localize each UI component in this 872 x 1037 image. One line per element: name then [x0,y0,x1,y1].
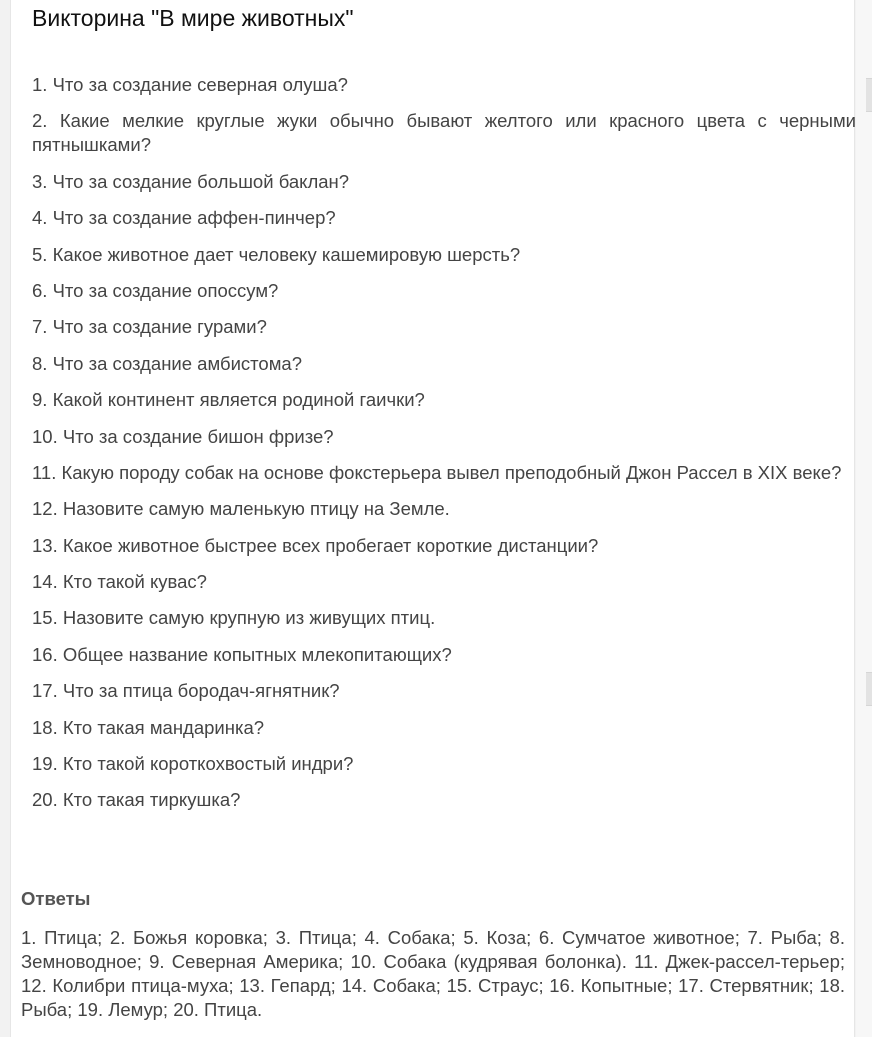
question-item: 10. Что за создание бишон фризе? [32,425,334,447]
question-item: 18. Кто такая мандаринка? [32,716,265,738]
question-item: 13. Какое животное быстрее всех пробегает короткие дистанции? [32,534,599,556]
question-item: 6. Что за создание опоссум? [32,279,279,301]
answers-text: 1. Птица; 2. Божья коровка; 3. Птица; 4. Собака; 5. Коза; 6. Сумчатое животное; 7. Рыба; 8. Земноводное; 9. Северная Америка; 10. Собака (кудрявая болонка). 11. Джек-рассел-терьер; 12. Колибри птица-муха; 13. Гепард; 14. Собака; 15. Страус; 16. Копытные; 17. Стервятник; 18. Рыба; 19. Лемур; 20. Птица. [21,927,845,1020]
question-item: 9. Какой континент является родиной гаички? [32,389,425,411]
answers-heading: Ответы [21,888,91,909]
question-item: 5. Какое животное дает человеку кашемировую шерсть? [32,243,521,265]
question-item: 3. Что за создание большой баклан? [32,170,350,192]
gutter-tab [866,78,872,112]
page-title: Викторина "В мире животных" [32,5,354,31]
right-gutter [856,0,872,1037]
question-item: 2. Какие мелкие круглые жуки обычно бывают желтого или красного цвета с черными пятнышками? [32,110,856,156]
question-item: 20. Кто такая тиркушка? [32,789,241,811]
question-item: 12. Назовите самую маленькую птицу на Земле. [32,498,450,520]
article-page [10,0,855,1037]
question-item: 4. Что за создание аффен-пинчер? [32,207,336,229]
question-list [32,73,856,825]
question-item: 7. Что за создание гурами? [32,316,267,338]
question-item: 1. Что за создание северная олуша? [32,74,348,95]
question-item: 16. Общее название копытных млекопитающих? [32,643,452,665]
question-item: 17. Что за птица бородач-ягнятник? [32,680,340,702]
question-item: 15. Назовите самую крупную из живущих птиц. [32,607,436,629]
question-item: 11. Какую породу собак на основе фокстерьера вывел преподобный Джон Рассел в XIX веке? [32,461,842,483]
question-item: 19. Кто такой короткохвостый индри? [32,753,354,775]
question-item: 14. Кто такой кувас? [32,571,207,593]
gutter-tab [866,672,872,706]
question-item: 8. Что за создание амбистома? [32,352,303,374]
